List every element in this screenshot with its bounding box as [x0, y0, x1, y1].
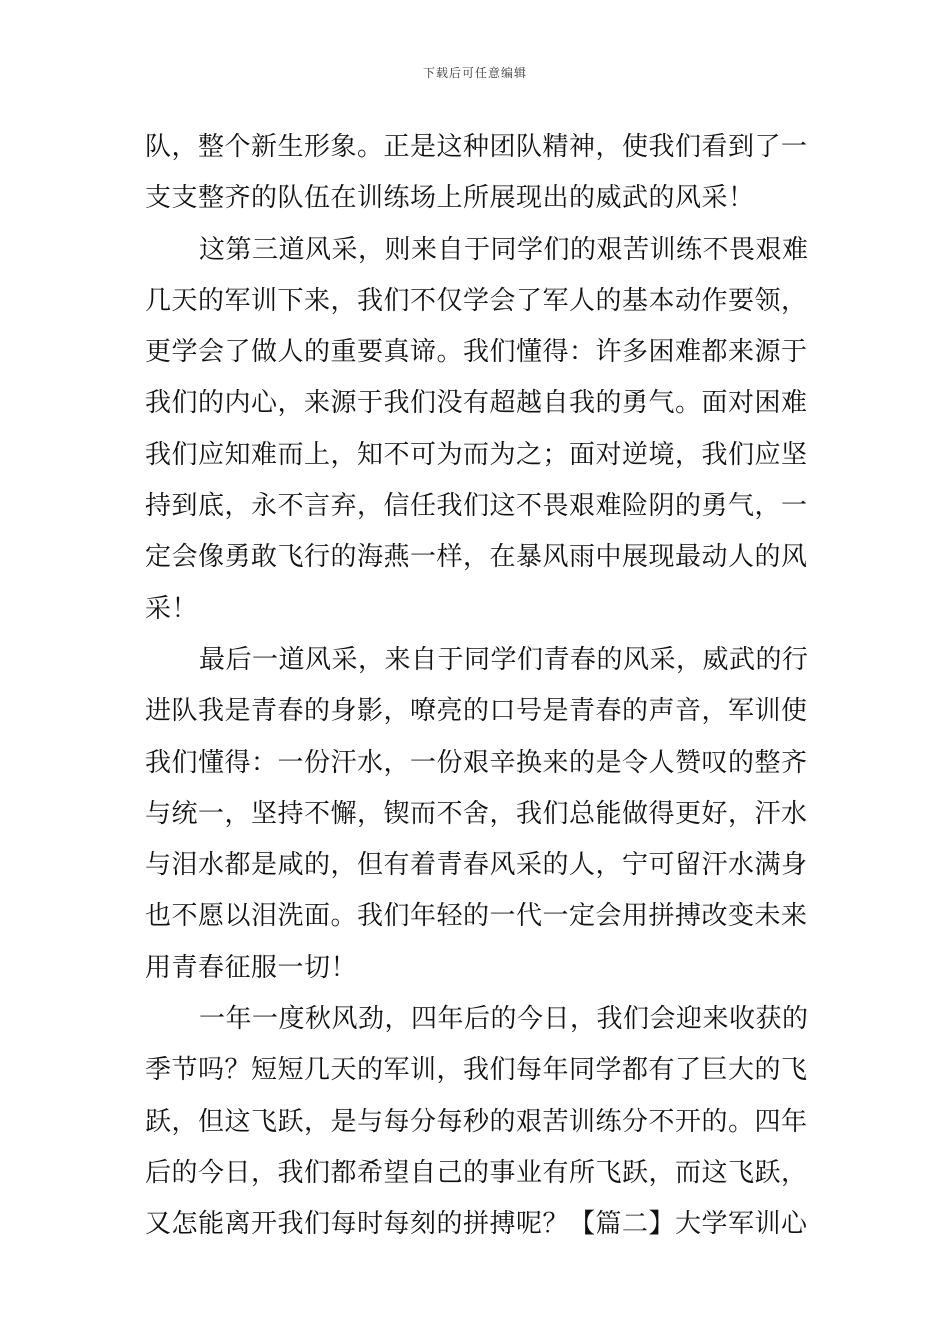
- text-line: 一年一度秋风劲，四年后的今日，我们会迎来收获的: [199, 1004, 809, 1035]
- text-line: 用青春征服一切！: [145, 952, 358, 983]
- text-line: 季节吗？短短几天的军训，我们每年同学都有了巨大的飞: [145, 1055, 808, 1086]
- text-line: 持到底，永不言弃，信任我们这不畏艰难险阴的勇气，一: [145, 491, 808, 522]
- text-line: 又怎能离开我们每时每刻的拼搏呢？【篇二】大学军训心: [145, 1209, 808, 1240]
- text-line: 采！: [145, 593, 199, 624]
- text-line: 也不愿以泪洗面。我们年轻的一代一定会用拼搏改变未来: [145, 901, 808, 932]
- text-line: 支支整齐的队伍在训练场上所展现出的威武的风采！: [145, 183, 755, 214]
- text-line: 定会像勇敢飞行的海燕一样，在暴风雨中展现最动人的风: [145, 542, 808, 573]
- text-line: 与统一，坚持不懈，锲而不舍，我们总能做得更好，汗水: [145, 798, 808, 829]
- text-line: 最后一道风采，来自于同学们青春的风采，威武的行: [199, 644, 809, 675]
- text-line: 几天的军训下来，我们不仅学会了军人的基本动作要领，: [145, 285, 808, 316]
- text-line: 后的今日，我们都希望自己的事业有所飞跃，而这飞跃，: [145, 1157, 808, 1188]
- text-line: 更学会了做人的重要真谛。我们懂得：许多困难都来源于: [145, 337, 808, 368]
- text-line: 我们懂得：一份汗水，一份艰辛换来的是令人赞叹的整齐: [145, 747, 808, 778]
- text-line: 进队我是青春的身影，嘹亮的口号是青春的声音，军训使: [145, 696, 808, 727]
- text-line: 我们的内心，来源于我们没有超越自我的勇气。面对困难: [145, 388, 808, 419]
- text-line: 跃，但这飞跃，是与每分每秒的艰苦训练分不开的。四年: [145, 1106, 808, 1137]
- text-line: 与泪水都是咸的，但有着青春风采的人，宁可留汗水满身: [145, 850, 808, 881]
- document-body: [145, 122, 807, 1251]
- page-header: 下载后可任意编辑: [422, 66, 527, 80]
- text-line: 这第三道风采，则来自于同学们的艰苦训练不畏艰难: [199, 234, 809, 265]
- text-line: 我们应知难而上，知不可为而为之；面对逆境，我们应坚: [145, 439, 808, 470]
- text-line: 队，整个新生形象。正是这种团队精神，使我们看到了一: [145, 132, 808, 162]
